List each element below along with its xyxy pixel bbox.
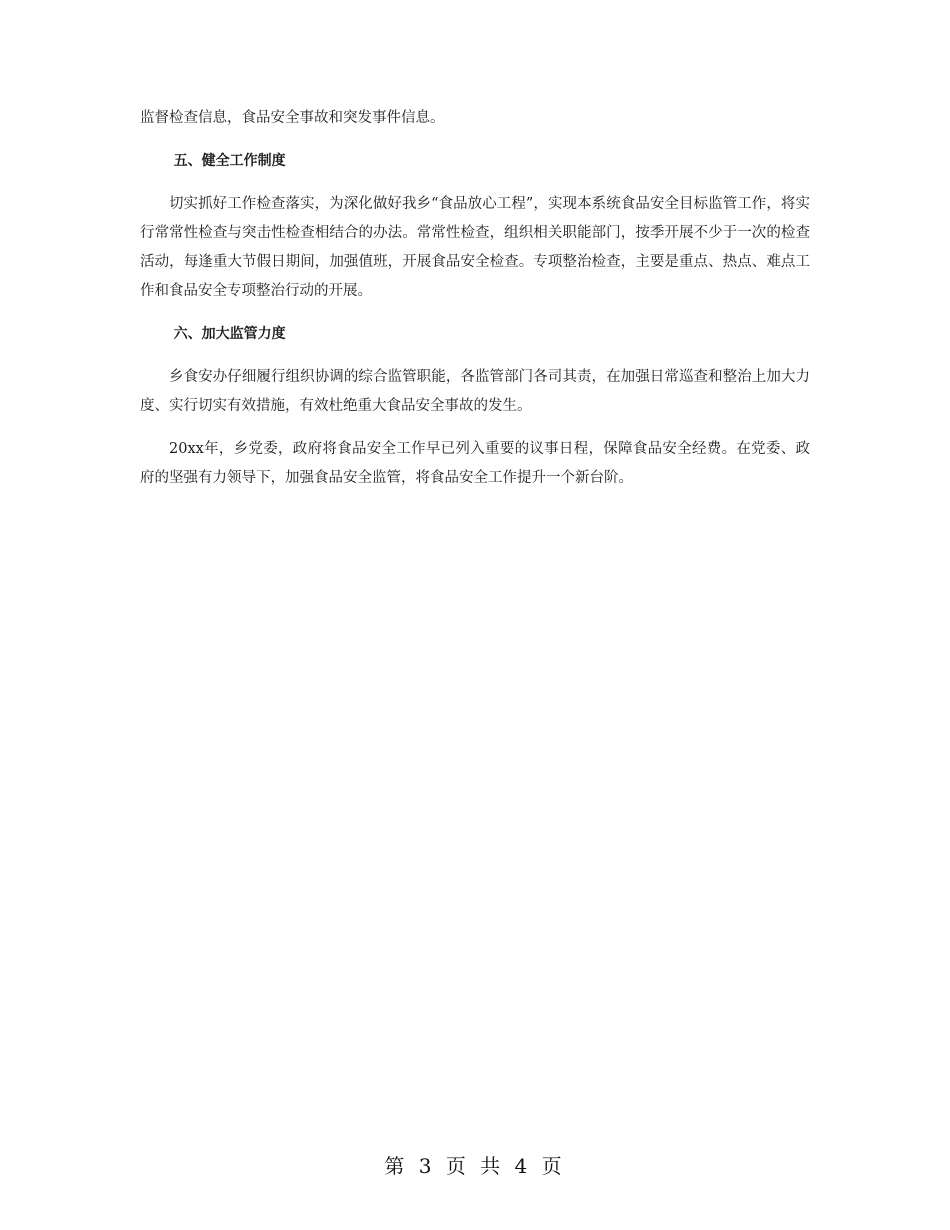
paragraph-gap [140, 421, 810, 435]
section-6-heading: 六、加大监管力度 [173, 326, 286, 342]
section-6-paragraph-2: 20xx年，乡党委，政府将食品安全工作早已列入重要的议事日程，保障食品安全经费。在党委、政府的坚强有力领导下，加强食品安全监管，将食品安全工作提升一个新台阶。 [140, 441, 810, 486]
document-body [140, 104, 810, 493]
section-6-paragraph-1: 乡食安办仔细履行组织协调的综合监管职能，各监管部门各司其责，在加强日常巡查和整治上加大力度、实行切实有效措施，有效杜绝重大食品安全事故的发生。 [140, 369, 810, 414]
section-5-heading: 五、健全工作制度 [173, 153, 286, 169]
page-number-footer: 第 3 页 共 4 页 [384, 1154, 566, 1178]
section-5-paragraph: 切实抓好工作检查落实，为深化做好我乡“食品放心工程”，实现本系统食品安全目标监管工作，将实行常常性检查与突击性检查相结合的办法。常常性检查，组织相关职能部门，按季开展不少于一次的检查活动，每逢重大节假日期间，加强值班，开展食品安全检查。专项整治检查，主要是重点、热点、难点工作和食品安全专项整治行动的开展。 [140, 196, 810, 299]
continuation-paragraph: 监督检查信息，食品安全事故和突发事件信息。 [140, 110, 445, 126]
